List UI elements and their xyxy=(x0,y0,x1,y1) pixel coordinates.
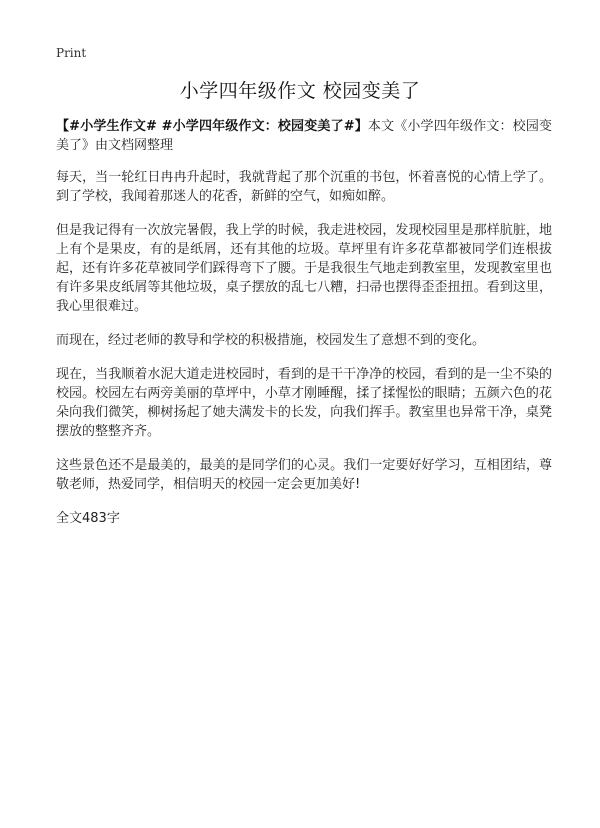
article-body xyxy=(56,117,552,543)
article-paragraph-5: 这些景色还不是最美的，最美的是同学们的心灵。我们一定要好好学习，互相团结，尊敬老师，热爱同学，相信明天的校园一定会更加美好! xyxy=(56,458,552,492)
article-intro xyxy=(56,117,552,155)
article-paragraph-1: 每天，当一轮红日冉冉升起时，我就背起了那个沉重的书包，怀着喜悦的心情上学了。到了学校，我闻着那迷人的花香，新鲜的空气，如痴如醉。 xyxy=(56,170,552,204)
word-count: 全文483字 xyxy=(56,511,120,526)
article-paragraph-2: 但是我记得有一次放完暑假，我上学的时候，我走进校园，发现校园里是那样肮脏，地上有个是果皮，有的是纸屑，还有其他的垃圾。草坪里有许多花草都被同学们连根拔起，还有许多花草被同学们踩得弯下了腰。于是我很生气地走到教室里，发现教室里也有许多果皮纸屑等其他垃圾，桌子摆放的乱七八糟，扫帚也摆得歪歪扭扭。看到这里，我心里很难过。 xyxy=(56,223,552,314)
page-title: 小学四年级作文 校园变美了 xyxy=(179,80,421,102)
article-intro-text: 本文《小学四年级作文：校园变美了》由文档网整理 xyxy=(56,119,552,153)
article-paragraph-3: 而现在，经过老师的教导和学校的积极措施，校园发生了意想不到的变化。 xyxy=(56,333,486,348)
article-tag-line: 【#小学生作文# #小学四年级作文：校园变美了#】 xyxy=(56,119,368,134)
article-paragraph-4: 现在，当我顺着水泥大道走进校园时，看到的是干干净净的校园，看到的是一尘不染的校园。校园左右两旁美丽的草坪中，小草才刚睡醒，揉了揉惺忪的眼睛；五颜六色的花朵向我们微笑，柳树扬起了她夫满发卡的长发，向我们挥手。教室里也异常干净，桌凳摆放的整整齐齐。 xyxy=(56,367,552,439)
print-link[interactable]: Print xyxy=(56,46,87,60)
